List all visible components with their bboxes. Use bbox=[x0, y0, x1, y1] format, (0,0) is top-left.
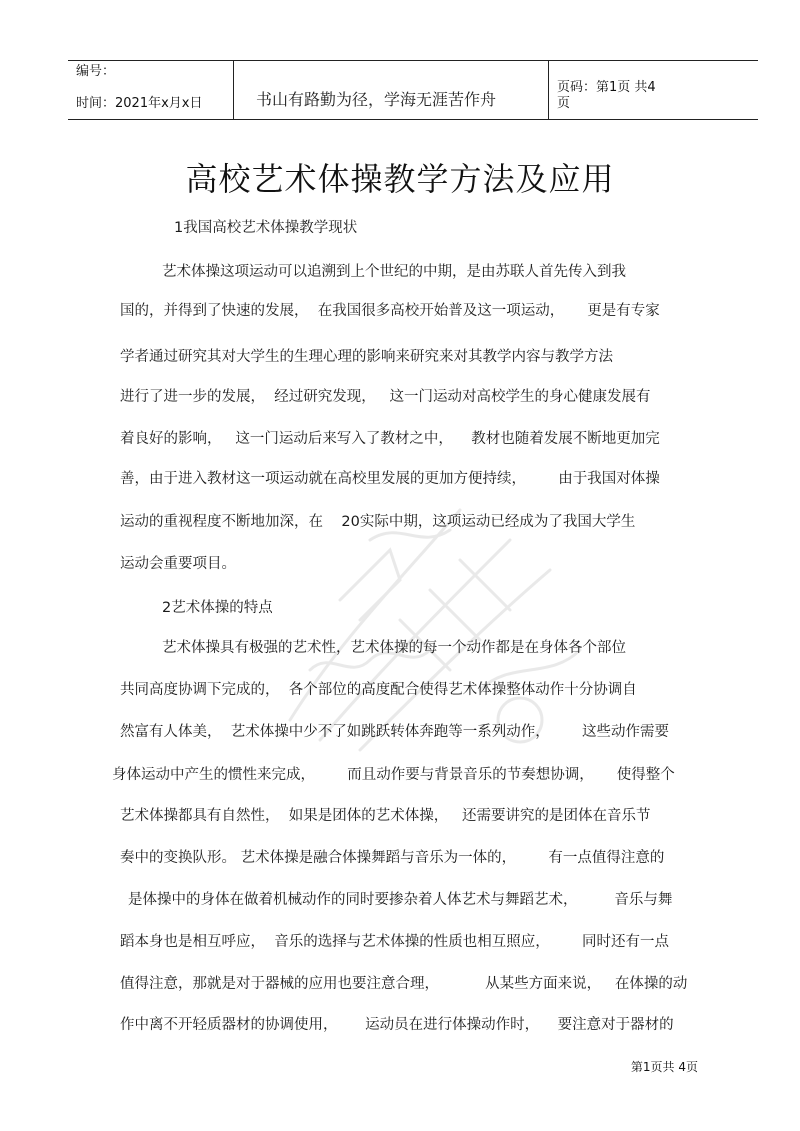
section-1-line-6: 善，由于进入教材这一项运动就在高校里发展的更加方便持续， 由于我国对体操 bbox=[120, 471, 660, 487]
section-2-line-1: 艺术体操具有极强的艺术性，艺术体操的每一个动作都是在身体各个部位 bbox=[162, 640, 626, 656]
section-1-line-7: 运动的重视程度不断地加深，在 20实际中期，这项运动已经成为了我国大学生 bbox=[120, 514, 636, 530]
section-2-line-10: 作中离不开轻质器材的协调使用， 运动员在进行体操动作时， 要注意对于器材的 bbox=[120, 1017, 674, 1033]
section-2-line-2: 共同高度协调下完成的， 各个部位的高度配合使得艺术体操整体动作十分协调自 bbox=[120, 682, 637, 698]
page-number-label: 页码：第1页 共4 bbox=[557, 80, 656, 95]
document-title: 高校艺术体操教学方法及应用 bbox=[185, 160, 615, 198]
section-1-line-4: 进行了进一步的发展， 经过研究发现， 这一门运动对高校学生的身心健康发展有 bbox=[120, 389, 651, 405]
section-1-line-5: 着良好的影响， 这一门运动后来写入了教材之中， 教材也随着发展不断地更加完 bbox=[120, 431, 660, 447]
section-1-line-1: 艺术体操这项运动可以追溯到上个世纪的中期，是由苏联人首先传入到我 bbox=[162, 264, 626, 280]
header-divider-left bbox=[233, 61, 234, 119]
section-2-line-4: 身体运动中产生的惯性来完成， 而且动作要与背景音乐的节奏想协调， 使得整个 bbox=[112, 767, 675, 783]
section-heading-2: 2艺术体操的特点 bbox=[162, 600, 273, 616]
footer-page-info: 第1页共 4页 bbox=[630, 1060, 698, 1074]
section-1-line-8: 运动会重要项目。 bbox=[120, 556, 236, 572]
document-number-label: 编号： bbox=[76, 64, 116, 79]
page-number-label-continued: 页 bbox=[557, 96, 571, 111]
section-1-line-2: 国的，并得到了快速的发展， 在我国很多高校开始普及这一项运动， 更是有专家 bbox=[120, 303, 660, 319]
section-2-line-6: 奏中的变换队形。 艺术体操是融合体操舞蹈与音乐为一体的， 有一点值得注意的 bbox=[120, 850, 665, 866]
header-divider-right bbox=[548, 61, 549, 119]
section-1-line-3: 学者通过研究其对大学生的生理心理的影响来研究来对其教学内容与教学方法 bbox=[120, 349, 613, 365]
section-heading-1: 1我国高校艺术体操教学现状 bbox=[174, 220, 358, 236]
section-2-line-7: 是体操中的身体在做着机械动作的同时要掺杂着人体艺术与舞蹈艺术， 音乐与舞 bbox=[128, 892, 673, 908]
section-2-line-9: 值得注意，那就是对于器械的应用也要注意合理， 从某些方面来说， 在体操的动 bbox=[120, 976, 688, 992]
section-2-line-5: 艺术体操都具有自然性， 如果是团体的艺术体操， 还需要讲究的是团体在音乐节 bbox=[120, 808, 651, 824]
header-motto: 书山有路勤为径，学海无涯苦作舟 bbox=[256, 90, 497, 109]
section-2-line-8: 蹈本身也是相互呼应， 音乐的选择与艺术体操的性质也相互照应， 同时还有一点 bbox=[120, 934, 669, 950]
section-2-line-3: 然富有人体美， 艺术体操中少不了如跳跃转体奔跑等一系列动作， 这些动作需要 bbox=[120, 724, 669, 740]
document-time-label: 时间：2021年x月x日 bbox=[76, 96, 203, 111]
